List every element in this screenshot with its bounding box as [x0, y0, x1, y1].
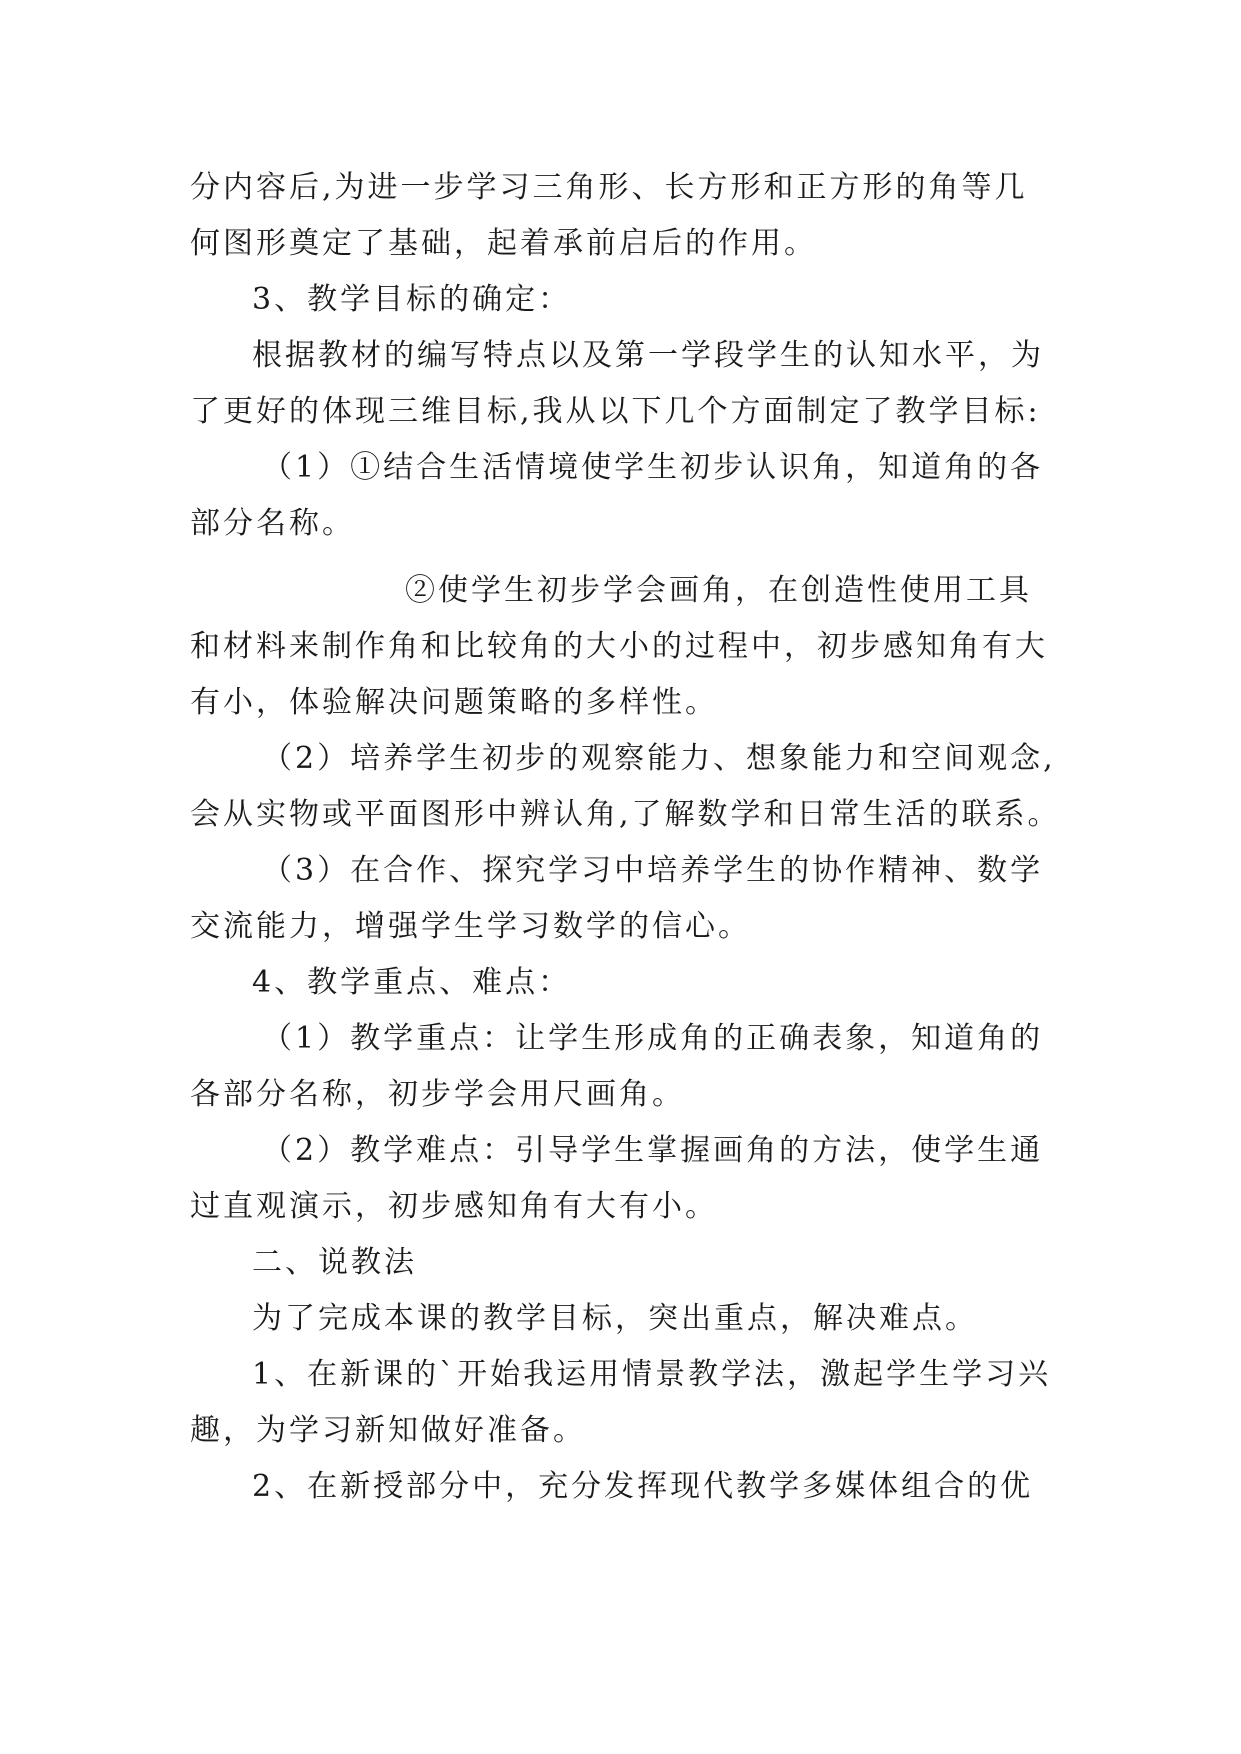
list-item: （1）①结合生活情境使学生初步认识角，知道角的各	[262, 450, 1044, 485]
text-line: 过直观演示，初步感知角有大有小。	[190, 1189, 718, 1224]
text-line: 有小，体验解决问题策略的多样性。	[190, 685, 718, 720]
text-line: 会从实物或平面图形中辨认角,了解数学和日常生活的联系。	[190, 797, 1061, 832]
list-item: （2）培养学生初步的观察能力、想象能力和空间观念,	[262, 741, 1056, 776]
section-heading: 二、说教法	[252, 1245, 417, 1280]
list-item: 1、在新课的`开始我运用情景教学法，激起学生学习兴	[252, 1357, 1052, 1392]
list-item: （2）教学难点：引导学生掌握画角的方法，使学生通	[262, 1133, 1044, 1168]
list-item: 2、在新授部分中，充分发挥现代教学多媒体组合的优	[252, 1469, 1034, 1504]
text-line: 交流能力，增强学生学习数学的信心。	[190, 909, 751, 944]
text-line: 分内容后,为进一步学习三角形、长方形和正方形的角等几	[190, 170, 1028, 205]
text-line: 部分名称。	[190, 506, 355, 541]
list-item: （3）在合作、探究学习中培养学生的协作精神、数学	[262, 853, 1044, 888]
text-line: 了更好的体现三维目标,我从以下几个方面制定了教学目标:	[190, 394, 1041, 429]
list-item: ②使学生初步学会画角，在创造性使用工具	[405, 573, 1032, 608]
list-item: （1）教学重点：让学生形成角的正确表象，知道角的	[262, 1021, 1044, 1056]
text-line: 和材料来制作角和比较角的大小的过程中，初步感知角有大	[190, 629, 1048, 664]
text-line: 各部分名称，初步学会用尺画角。	[190, 1077, 685, 1112]
section-heading: 3、教学目标的确定：	[252, 282, 572, 317]
text-line: 根据教材的编写特点以及第一学段学生的认知水平，为	[252, 338, 1044, 373]
text-line: 为了完成本课的教学目标，突出重点，解决难点。	[252, 1301, 978, 1336]
text-line: 何图形奠定了基础，起着承前启后的作用。	[190, 226, 817, 261]
section-heading: 4、教学重点、难点：	[252, 965, 572, 1000]
text-line: 趣，为学习新知做好准备。	[190, 1413, 586, 1448]
